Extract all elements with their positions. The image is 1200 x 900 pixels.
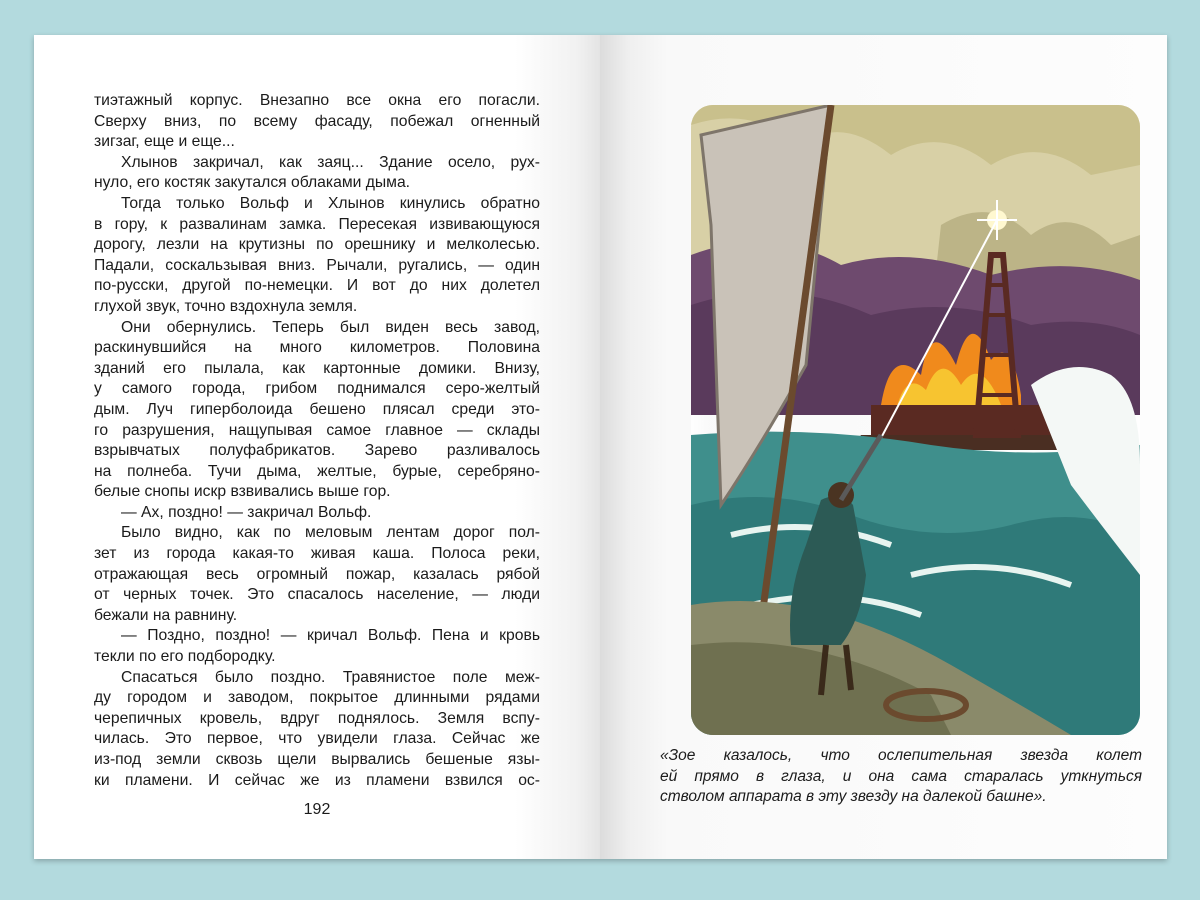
right-page — [600, 35, 1167, 859]
text-line: белые снопы искр взвивались выше гор. — [94, 483, 391, 501]
book-illustration — [691, 105, 1140, 735]
text-line: Хлынов закричал, как заяц... Здание осело, рух- — [121, 153, 540, 171]
caption-line: стволом аппарата в эту звезду на далекой башне». — [660, 788, 1047, 806]
left-page-text — [94, 91, 540, 791]
text-line: в гору, к развалинам замка. Пересекая извивающуюся — [94, 215, 540, 233]
text-line: Было видно, как по меловым лентам дорог пол- — [121, 524, 540, 542]
left-page — [34, 35, 600, 859]
text-line: от черных точек. Это спасалось население, — люди — [94, 586, 540, 604]
text-line: Спасаться было поздно. Травянистое поле меж- — [121, 668, 540, 686]
text-line: зданий его пылала, как картонные домики. Внизу, — [94, 359, 540, 377]
text-line: Сверху вниз, по всему фасаду, побежал огненный — [94, 112, 540, 130]
illustration-icon — [691, 105, 1140, 735]
text-line: по-русски, другой по-немецки. И вот до них долетел — [94, 277, 540, 295]
text-line: тиэтажный корпус. Внезапно все окна его погасли. — [94, 92, 540, 109]
text-line: дым. Луч гиперболоида бешено плясал среди это- — [94, 400, 540, 418]
text-line: чилась. Это первое, что увидели глаза. Сейчас же — [94, 730, 540, 748]
page-number: 192 — [303, 801, 331, 818]
text-line: — Ах, поздно! — закричал Вольф. — [121, 503, 372, 521]
text-line: дорогу, лезли на крутизны по орешнику и мелколесью. — [94, 236, 540, 254]
text-line: на полнеба. Тучи дыма, желтые, бурые, серебряно- — [94, 462, 540, 480]
text-line: — Поздно, поздно! — кричал Вольф. Пена и кровь — [121, 627, 540, 645]
text-line: Падали, соскальзывая вниз. Рычали, ругались, — один — [94, 256, 540, 274]
text-line: Тогда только Вольф и Хлынов кинулись обратно — [121, 194, 540, 212]
text-line: текли по его подбородку. — [94, 648, 276, 666]
text-line: черепичных кровель, вдруг поднялось. Земля вспу- — [94, 709, 540, 727]
text-line: отражающая весь огромный пожар, казалась рябой — [94, 565, 540, 583]
text-line: глухой звук, точно вздохнула земля. — [94, 297, 358, 315]
text-line: ки пламени. И сейчас же из пламени взвился ос- — [94, 771, 540, 789]
text-line: ду городом и заводом, покрытое длинными рядами — [94, 689, 540, 707]
text-line: бежали на равнину. — [94, 606, 238, 624]
open-book — [34, 35, 1167, 859]
text-line: Они обернулись. Теперь был виден весь завод, — [121, 318, 540, 336]
text-line: у самого города, грибом поднимался серо-желтый — [94, 380, 540, 398]
caption-line: «Зое казалось, что ослепительная звезда колет — [660, 747, 1142, 764]
text-line: из-под земли сквозь щели вырвались бешеные язы- — [94, 751, 540, 768]
text-line: взрывчатых полуфабрикатов. Зарево разливалось — [94, 442, 540, 460]
illustration-caption — [660, 745, 1142, 807]
text-line: нуло, его костяк закутался облаками дыма. — [94, 174, 411, 192]
text-line: раскинувшийся на много километров. Половина — [94, 339, 540, 357]
text-line: го разрушения, нащупывая самое главное — склады — [94, 421, 540, 439]
caption-line: ей прямо в глаза, и она сама старалась уткнуться — [660, 767, 1142, 785]
text-line: зет из города какая-то живая каша. Полоса реки, — [94, 545, 540, 563]
text-line: зигзаг, еще и еще... — [94, 133, 235, 151]
